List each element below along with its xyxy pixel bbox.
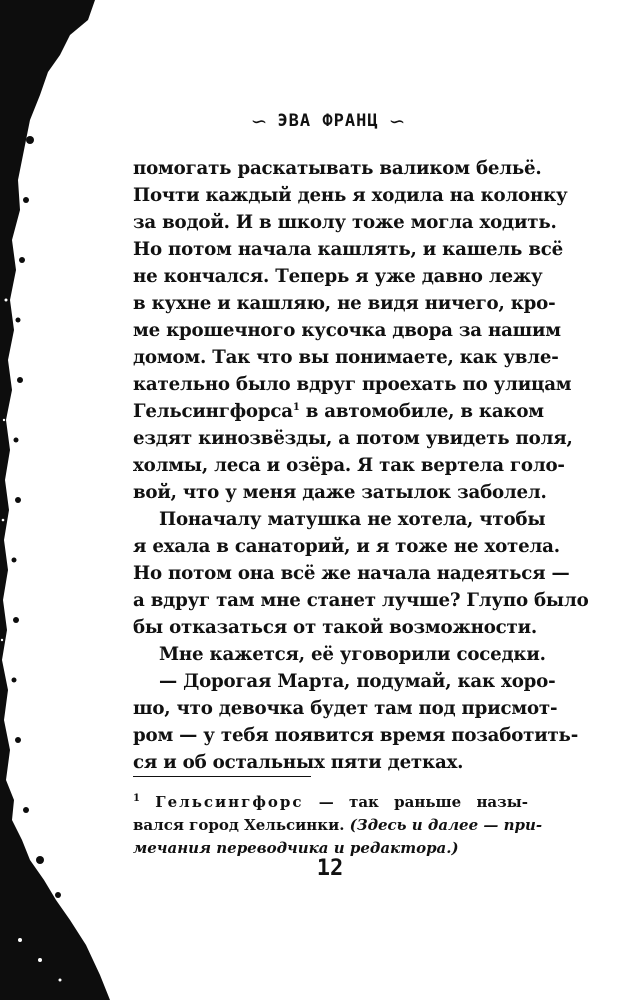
footnote-term: Гельсингфорс bbox=[155, 793, 304, 811]
text-line: кательно было вдруг проехать по улицам bbox=[133, 374, 572, 395]
body-text bbox=[133, 155, 589, 776]
text-line: вой, что у меня даже затылок заболел. bbox=[133, 482, 547, 503]
text-line: не кончался. Теперь я уже давно лежу bbox=[133, 266, 543, 287]
footnote-text: — так раньше назы- bbox=[303, 793, 528, 811]
swash-left-ornament: ∽ bbox=[250, 109, 268, 133]
text-line: ся и об остальных пяти детках. bbox=[133, 752, 464, 773]
text-line: холмы, леса и озёра. Я так вертела голо- bbox=[133, 455, 565, 476]
footnote-line bbox=[133, 791, 528, 814]
footnote-italic: (Здесь и далее — при- bbox=[349, 816, 543, 834]
running-header bbox=[228, 106, 428, 136]
text-line: шо, что девочка будет там под присмот- bbox=[133, 698, 558, 719]
text-line: я ехала в санаторий, и я тоже не хотела. bbox=[133, 536, 560, 557]
text-line: бы отказаться от такой возможности. bbox=[133, 617, 538, 638]
footnote-line bbox=[133, 814, 543, 837]
text-line: — Дорогая Марта, подумай, как хоро- bbox=[159, 671, 556, 692]
text-line: ром — у тебя появится время позаботить- bbox=[133, 725, 579, 746]
text-line: Мне кажется, её уговорили соседки. bbox=[159, 644, 546, 665]
text-line: домом. Так что вы понимаете, как увле- bbox=[133, 347, 559, 368]
text-line-with-footnote bbox=[133, 398, 544, 425]
page-number: 12 bbox=[316, 856, 344, 881]
footnote-text: вался город Хельсинки. bbox=[133, 816, 350, 834]
footnote-marker: 1 bbox=[292, 401, 300, 413]
text-line: ме крошечного кусочка двора за нашим bbox=[133, 320, 561, 341]
text-line: за водой. И в школу тоже могла ходить. bbox=[133, 212, 557, 233]
author-name: ЭВА ФРАНЦ bbox=[277, 111, 379, 131]
text-line-rest: в автомобиле, в каком bbox=[305, 401, 544, 422]
text-line: а вдруг там мне станет лучше? Глупо было bbox=[133, 590, 589, 611]
footnote-italic: мечания переводчика и редактора.) bbox=[133, 839, 459, 857]
text-line: в кухне и кашляю, не видя ничего, кро- bbox=[133, 293, 556, 314]
swash-right-ornament: ∽ bbox=[388, 109, 406, 133]
text-line: Но потом начала кашлять, и кашель всё bbox=[133, 239, 563, 260]
footnote-number: 1 bbox=[133, 793, 140, 804]
grunge-border bbox=[0, 0, 110, 1000]
text-line: Поначалу матушка не хотела, чтобы bbox=[159, 509, 546, 530]
text-line: Почти каждый день я ходила на колонку bbox=[133, 185, 568, 206]
footnote-divider bbox=[133, 776, 311, 777]
footnote-term-inline: Гельсингфорса bbox=[133, 401, 293, 422]
text-line: помогать раскатывать валиком бельё. bbox=[133, 158, 542, 179]
text-line: ездят кинозвёзды, а потом увидеть поля, bbox=[133, 428, 573, 449]
text-line: Но потом она всё же начала надеяться — bbox=[133, 563, 570, 584]
footnote bbox=[133, 791, 543, 860]
